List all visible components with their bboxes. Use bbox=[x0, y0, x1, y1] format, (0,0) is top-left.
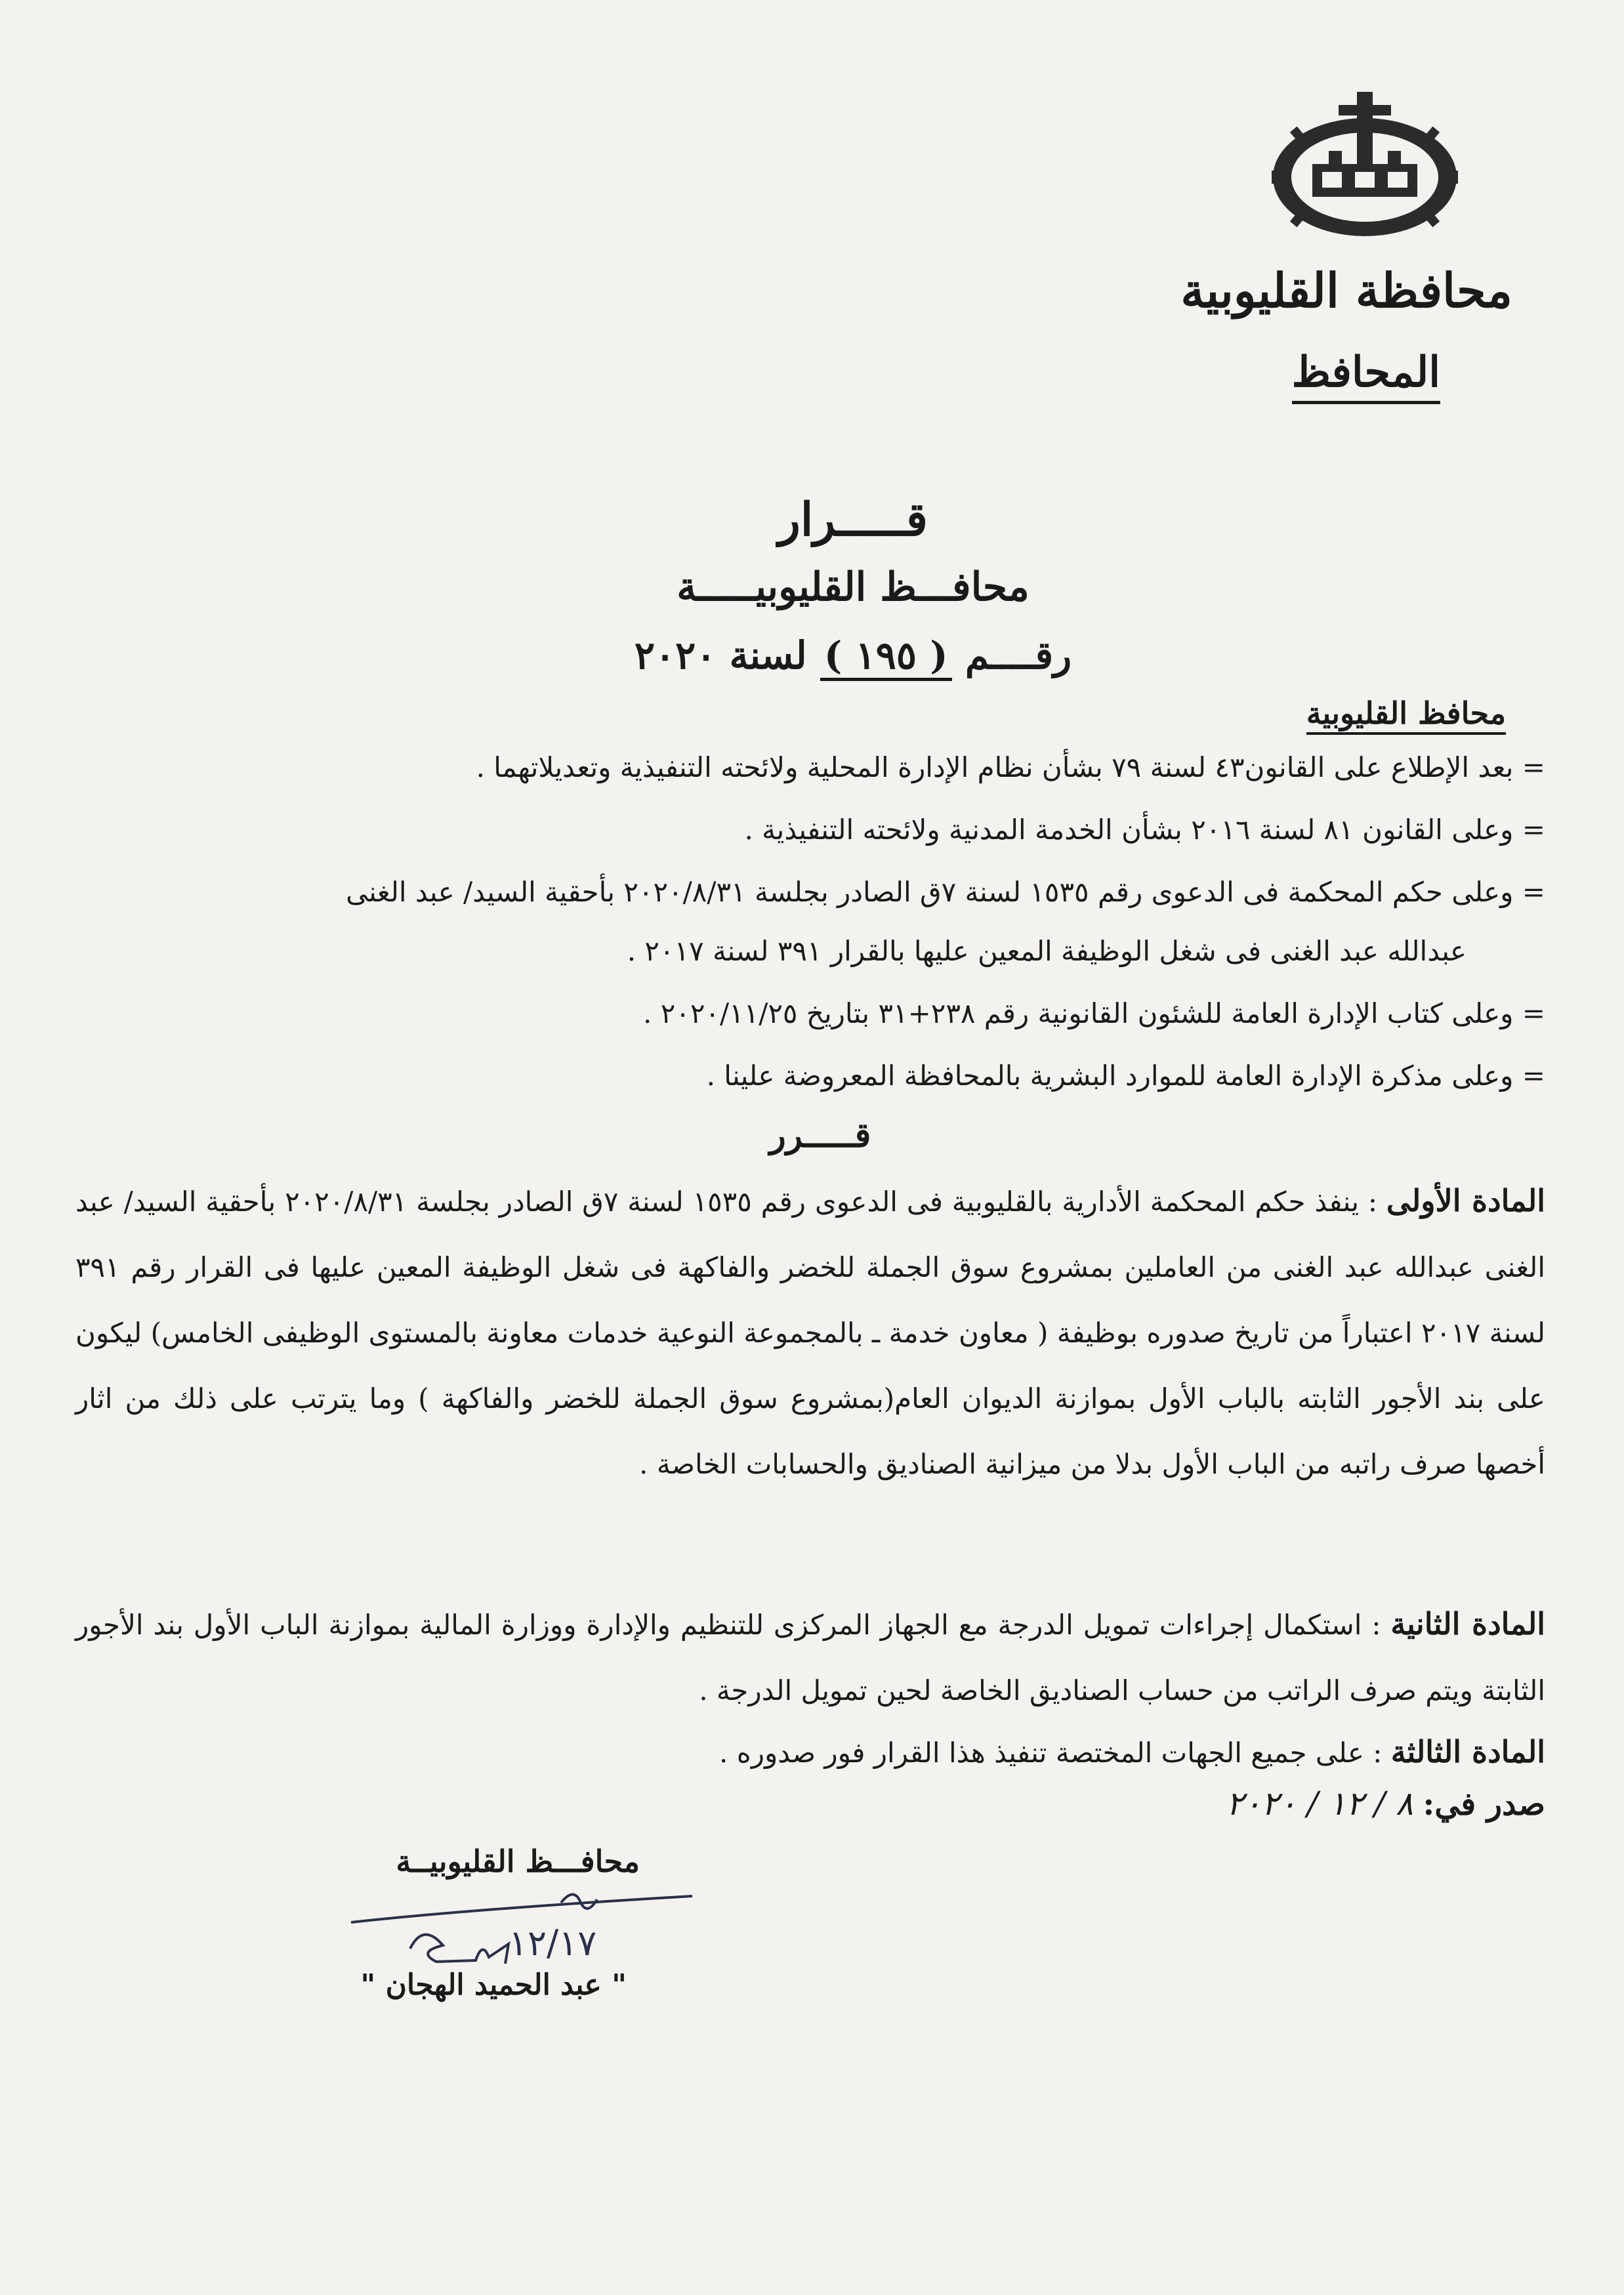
article-text: : ينفذ حكم المحكمة الأدارية بالقليوبية فى الدعوى رقم ١٥٣٥ لسنة ٧ق الصادر بجلسة ٢٠٢٠/٨/٣١ بأحقية السيد/ عبد الغنى عبدالله عبد الغنى من العاملين بمشروع سوق الجملة للخضر والفاكهة فى شغل الوظيفة المعين عليها فى القرار رقم ٣٩١ لسنة ٢٠١٧ اعتباراً من تاريخ صدوره بوظيفة ( معاون خدمة ـ بالمجموعة النوعية خدمات معاونة بالمستوى الوظيفى الخامس) ليكون على بند الأجور الثابته بالباب الأول بموازنة الديوان العام(بمشروع سوق الجملة للخضر والفاكهة ) وما يترتب على ذلك من اثار أخصها صرف راتبه من الباب الأول بدلا من ميزانية الصناديق والحسابات الخاصة . bbox=[75, 1186, 1545, 1480]
article-label: المادة الثانية bbox=[1390, 1606, 1545, 1642]
decree-title: قـــــرار bbox=[778, 492, 928, 547]
decree-number-line bbox=[525, 633, 1181, 678]
article-text: : على جميع الجهات المختصة تنفيذ هذا القرار فور صدوره . bbox=[719, 1737, 1383, 1769]
preamble-clause: = بعد الإطلاع على القانون٤٣ لسنة ٧٩ بشأن نظام الإدارة المحلية ولائحته التنفيذية وتعديلاتهما . bbox=[476, 751, 1545, 783]
preamble-clause: = وعلى حكم المحكمة فى الدعوى رقم ١٥٣٥ لسنة ٧ق الصادر بجلسة ٢٠٢٠/٨/٣١ بأحقية السيد/ عبد الغنى bbox=[346, 876, 1545, 908]
handwritten-signature bbox=[338, 1876, 705, 1975]
preamble-clause: = وعلى كتاب الإدارة العامة للشئون القانونية رقم ٢٣٨+٣١ بتاريخ ٢٠٢٠/١١/٢٥ . bbox=[643, 997, 1545, 1029]
decree-number-prefix: رقــــم bbox=[965, 633, 1072, 678]
article-1 bbox=[75, 1168, 1545, 1497]
issued-label: صدر في: bbox=[1423, 1786, 1545, 1823]
governor-title: المحافظ bbox=[1292, 348, 1440, 404]
preamble-heading: محافظ القليوبية bbox=[1306, 695, 1506, 735]
article-label: المادة الأولى bbox=[1386, 1183, 1545, 1218]
decree-number: ( ١٩٥ ) bbox=[820, 633, 952, 681]
article-label: المادة الثالثة bbox=[1390, 1734, 1545, 1769]
governorate-emblem-icon bbox=[1266, 85, 1463, 243]
decided-heading: قـــــرر bbox=[769, 1115, 871, 1155]
issued-date: ٨ / ١٢ / ٢٠٢٠ bbox=[1226, 1785, 1413, 1823]
preamble-clause-continuation: عبدالله عبد الغنى فى شغل الوظيفة المعين عليها بالقرار ٣٩١ لسنة ٢٠١٧ . bbox=[627, 935, 1467, 967]
signatory-name: " عبد الحميد الهجان " bbox=[360, 1968, 627, 2002]
decree-year: لسنة ٢٠٢٠ bbox=[634, 633, 807, 678]
article-2 bbox=[75, 1591, 1545, 1724]
decree-issuer: محافـــظ القليوبيـــــة bbox=[677, 564, 1030, 610]
article-text: : استكمال إجراءات تمويل الدرجة مع الجهاز المركزى للتنظيم والإدارة ووزارة المالية بموازنة الباب الأول بند الأجور الثابتة ويتم صرف الراتب من حساب الصناديق الخاصة لحين تمويل الدرجة . bbox=[75, 1609, 1545, 1706]
signature-title: محافـــظ القليوبيــة bbox=[396, 1844, 640, 1879]
article-3 bbox=[75, 1719, 1545, 1786]
governorate-name: محافظة القليوبية bbox=[1180, 262, 1512, 318]
preamble-clause: = وعلى مذكرة الإدارة العامة للموارد البشرية بالمحافظة المعروضة علينا . bbox=[706, 1060, 1545, 1092]
signature-date-handwritten: ١٢/١٧ bbox=[509, 1922, 597, 1964]
issued-date-line bbox=[1226, 1785, 1545, 1823]
preamble-clause: = وعلى القانون ٨١ لسنة ٢٠١٦ بشأن الخدمة المدنية ولائحته التنفيذية . bbox=[744, 814, 1545, 846]
